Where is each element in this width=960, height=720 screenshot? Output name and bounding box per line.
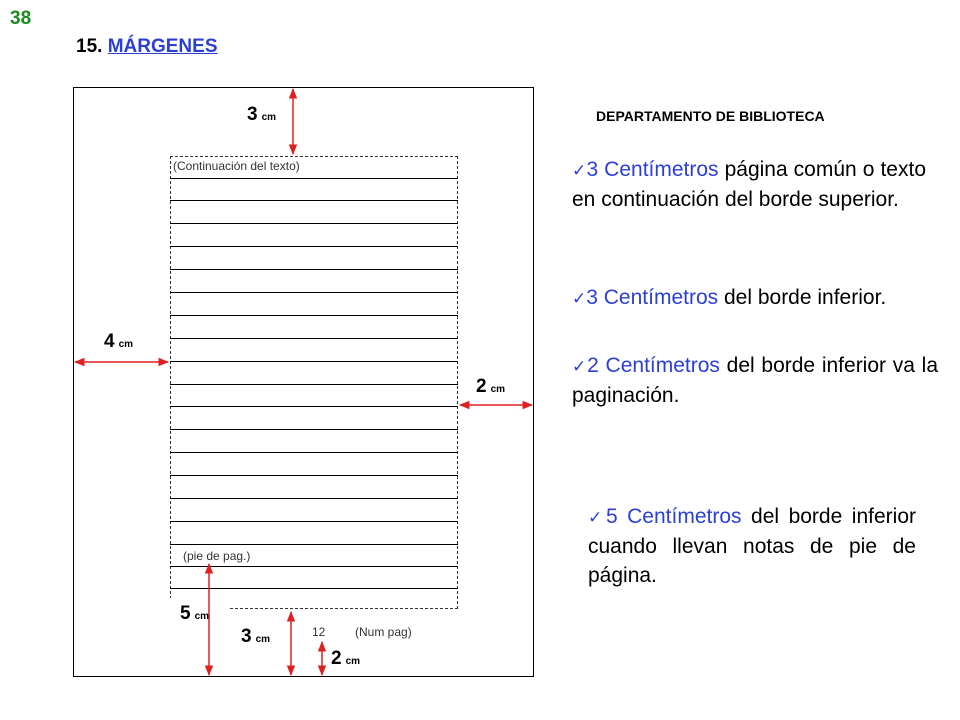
check-icon: ✓ — [572, 161, 587, 180]
bottom-margin-label: 3 cm — [241, 626, 271, 647]
section-title-link[interactable]: MÁRGENES — [107, 36, 218, 57]
left-margin-label: 4 cm — [104, 331, 134, 352]
top-margin-label: 3 cm — [247, 104, 277, 125]
bullet-pagination: ✓2 Centímetros del borde inferior va la paginación. — [572, 354, 938, 407]
continuation-label: (Continuación del texto) — [173, 159, 300, 173]
section-number: 15. — [76, 36, 103, 57]
pagination-margin-label: 2 cm — [331, 648, 361, 669]
check-icon: ✓ — [572, 357, 588, 376]
footnote-margin-label: 5 cm — [180, 603, 210, 624]
right-margin-label: 2 cm — [476, 376, 506, 397]
check-icon: ✓ — [572, 289, 587, 308]
bullet-bottom-margin: ✓3 Centímetros del borde inferior. — [572, 286, 887, 309]
slide-number: 38 — [10, 8, 32, 29]
department-title: DEPARTAMENTO DE BIBLIOTECA — [596, 108, 825, 124]
bullet-top-margin: ✓3 Centímetros página común o texto en continuación del borde superior. — [572, 158, 926, 211]
page-number-value: 12 — [312, 625, 326, 639]
footnote-label: (pie de pag.) — [183, 549, 251, 563]
page-number-label: (Num pag) — [355, 625, 412, 639]
check-icon: ✓ — [588, 508, 606, 527]
bullet-footnote: ✓5 Centímetros del borde inferior cuando llevan notas de pie de página. — [588, 505, 916, 587]
